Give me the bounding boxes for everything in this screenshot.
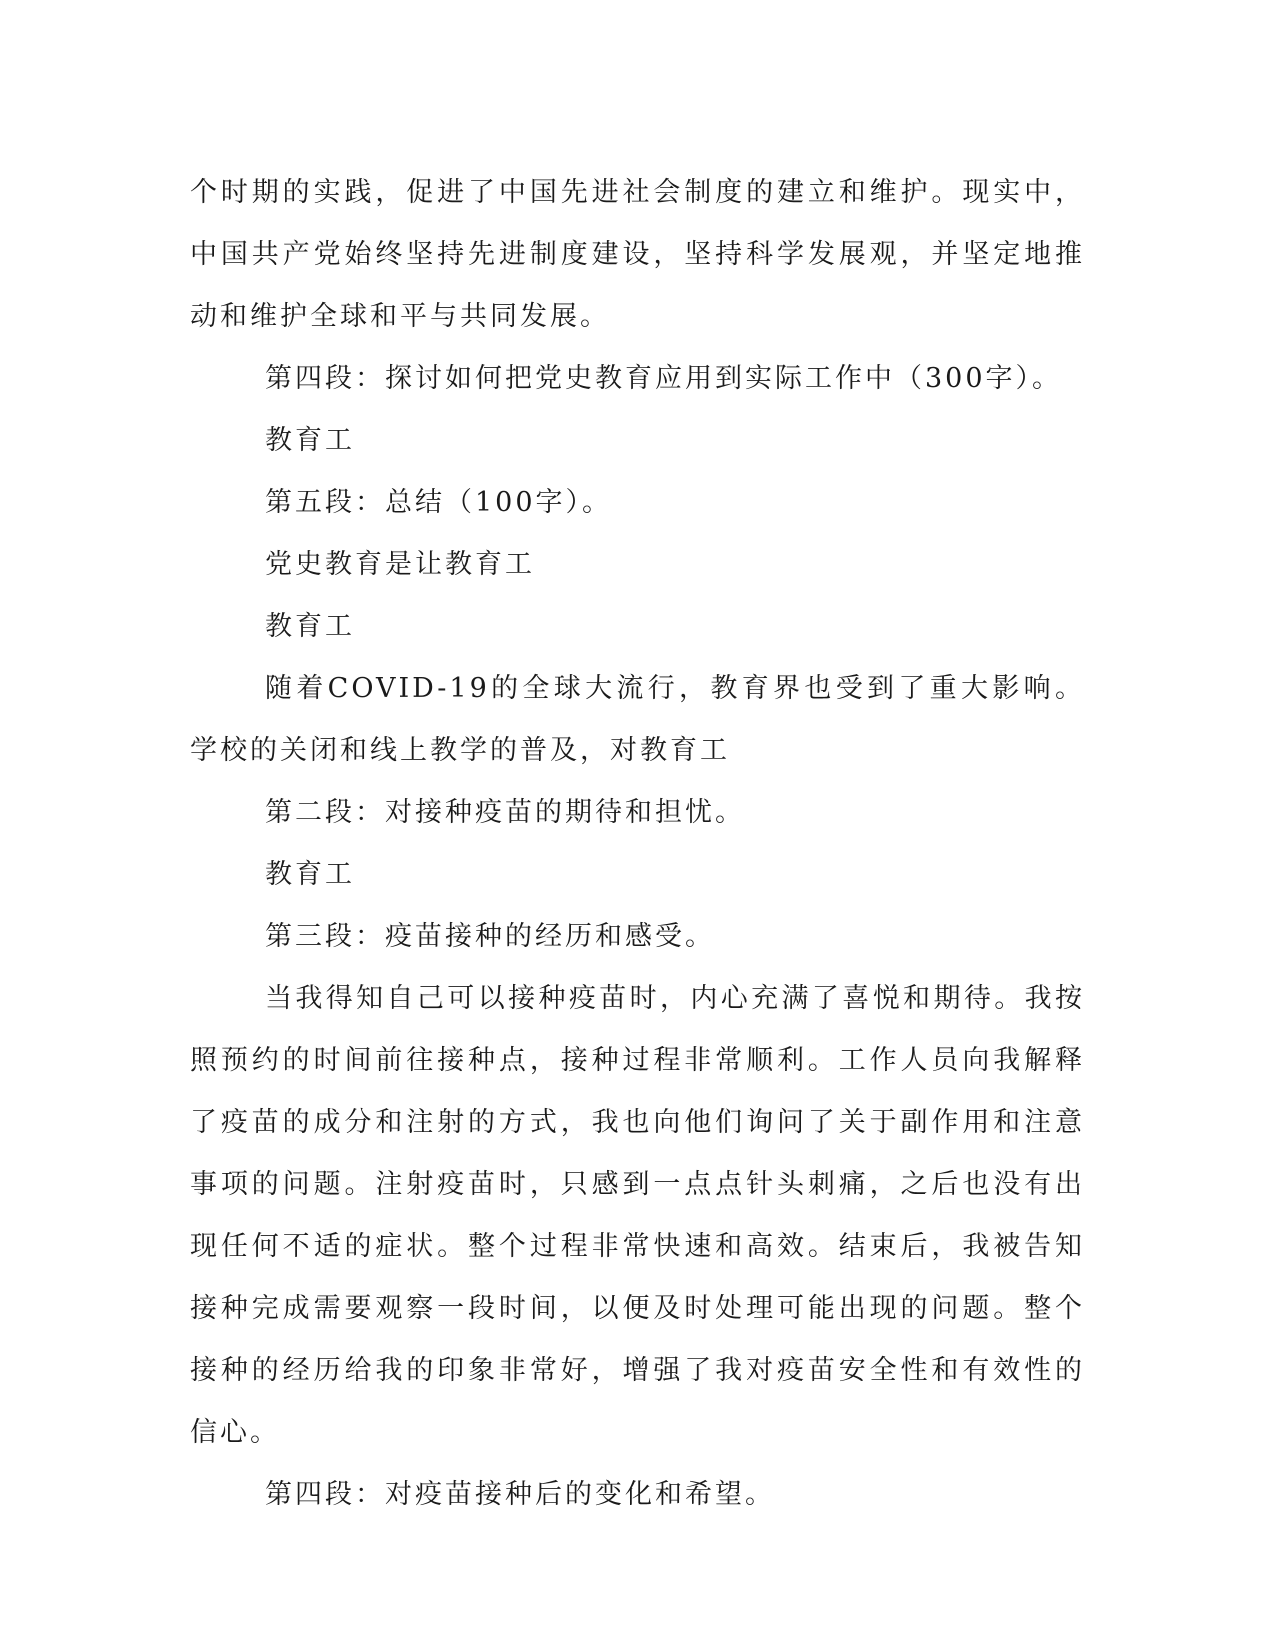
document-body [190,162,1085,1526]
paragraph-fragment: 教育工 [265,425,355,456]
paragraph-continuation: 个时期的实践，促进了中国先进社会制度的建立和维护。现实中，中国共产党始终坚持先进制度建设，坚持科学发展观，并坚定地推动和维护全球和平与共同发展。 [190,177,1085,332]
paragraph-heading-section-three: 第三段：疫苗接种的经历和感受。 [265,921,715,952]
paragraph-heading-section-two: 第二段：对接种疫苗的期待和担忧。 [265,797,745,828]
paragraph-fragment: 党史教育是让教育工 [265,549,535,580]
paragraph-body: 当我得知自己可以接种疫苗时，内心充满了喜悦和期待。我按照预约的时间前往接种点，接种过程非常顺利。工作人员向我解释了疫苗的成分和注射的方式，我也向他们询问了关于副作用和注意事项的问题。注射疫苗时，只感到一点点针头刺痛，之后也没有出现任何不适的症状。整个过程非常快速和高效。结束后，我被告知接种完成需要观察一段时间，以便及时处理可能出现的问题。整个接种的经历给我的印象非常好，增强了我对疫苗安全性和有效性的信心。 [190,983,1085,1448]
paragraph-heading-section-four: 第四段：探讨如何把党史教育应用到实际工作中（300字）。 [265,363,1063,394]
paragraph-heading-section-five: 第五段：总结（100字）。 [265,487,613,518]
paragraph-body: 随着COVID-19的全球大流行，教育界也受到了重大影响。学校的关闭和线上教学的普及，对教育工 [190,673,1085,766]
paragraph-heading-section-four-b: 第四段：对疫苗接种后的变化和希望。 [265,1479,775,1510]
paragraph-fragment: 教育工 [265,859,355,890]
paragraph-fragment: 教育工 [265,611,355,642]
